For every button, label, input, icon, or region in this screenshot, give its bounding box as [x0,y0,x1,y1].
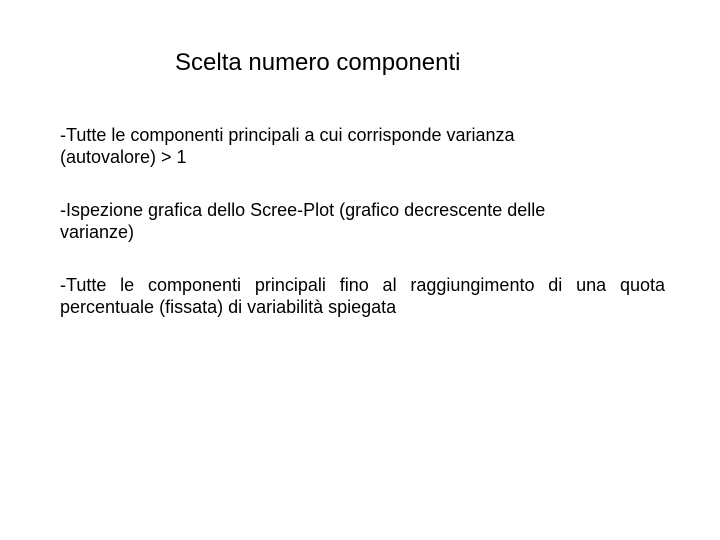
bullet-item-eigenvalue-criterion [60,124,665,168]
bullet-line: -Tutte le componenti principali fino al raggiungimento di una quota [60,275,665,295]
bullet-line: -Ispezione grafica dello Scree-Plot (grafico decrescente delle [60,200,546,220]
bullet-line: percentuale (fissata) di variabilità spiegata [60,297,397,317]
bullet-item-scree-plot [60,199,665,243]
bullet-line: (autovalore) > 1 [60,147,187,167]
slide-title: Scelta numero componenti [175,49,461,76]
bullet-line: varianze) [60,222,135,242]
bullet-line: -Tutte le componenti principali a cui corrisponde varianza [60,125,515,145]
bullet-item-explained-variance [60,274,665,318]
